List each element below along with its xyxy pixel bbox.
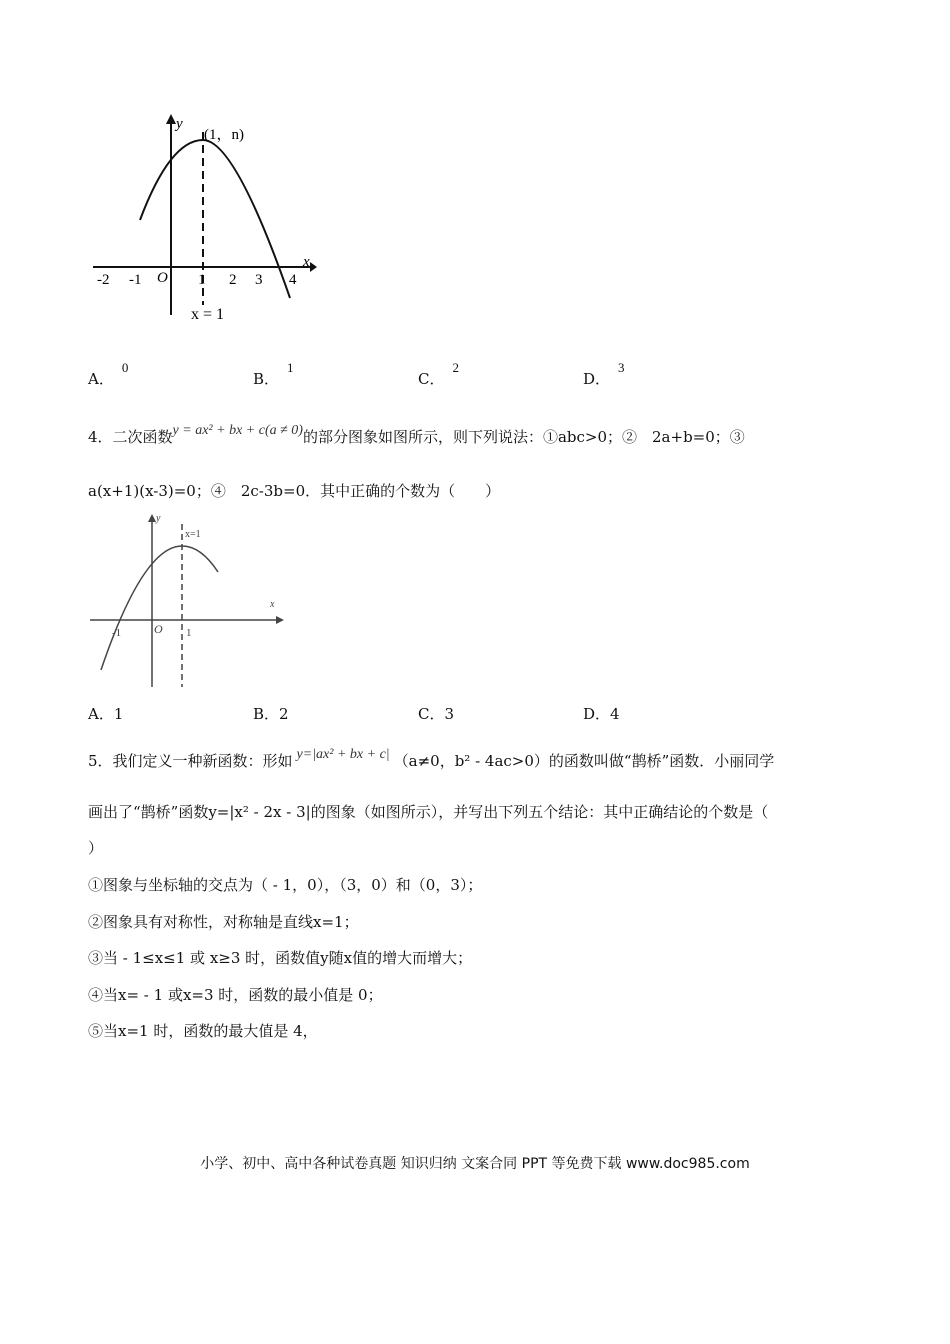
page-footer: 小学、初中、高中各种试卷真题 知识归纳 文案合同 PPT 等免费下载 www.doc985.com: [200, 1156, 750, 1172]
option-letter: A．: [88, 370, 114, 388]
q3-option-c: [418, 360, 459, 389]
option-letter: C．: [418, 705, 445, 723]
option-letter: D．: [583, 705, 611, 723]
option-letter: B．: [253, 705, 280, 723]
q3-option-d: [583, 360, 625, 389]
graph1-axis-line-label: x = 1: [191, 306, 225, 323]
q4-formula: y = ax² + bx + c(a ≠ 0): [172, 423, 303, 438]
graph2-origin: O: [154, 622, 163, 636]
graph-2: [88, 510, 288, 690]
q5-item-5: ⑤当x=1 时，函数的最大值是 4，: [88, 1022, 318, 1040]
graph1-tick-label: 4: [289, 272, 297, 288]
q4-option-c: [418, 703, 454, 724]
option-value: 1: [287, 360, 294, 375]
graph1-origin: O: [157, 270, 168, 286]
option-letter: D．: [583, 370, 611, 388]
option-value: 3: [618, 360, 625, 375]
q4-option-a: [88, 703, 123, 724]
option-letter: A．: [88, 705, 114, 723]
q4-option-d: [583, 703, 620, 724]
graph2-axis-line-label: x=1: [185, 529, 201, 540]
graph1-tick-label: 1: [198, 272, 206, 288]
q5-line-1: [88, 747, 775, 773]
graph2-y-arrow: [148, 514, 156, 522]
option-value: 2: [279, 705, 289, 723]
option-value: 0: [121, 360, 129, 375]
graph1-x-arrow: [310, 262, 317, 272]
option-value: 1: [113, 705, 124, 723]
graph1-y-label: y: [176, 116, 183, 132]
graph-1: [85, 110, 325, 340]
q5-prefix: 5．我们定义一种新函数：形如: [88, 752, 293, 770]
q4-option-b: [253, 703, 289, 724]
graph2-y-label: y: [156, 513, 161, 524]
graph2-tick-1: 1: [186, 627, 192, 639]
q5-item-1: ①图象与坐标轴的交点为（ - 1，0），（3，0）和（0，3）；: [88, 876, 483, 894]
graph1-vertex-label: (1，n): [204, 127, 244, 143]
q5-item-3: ③当 - 1≤x≤1 或 x≥3 时，函数值y随x值的增大而增大；: [88, 949, 473, 967]
graph1-tick-label: 2: [229, 272, 237, 288]
graph2-tick-neg1: -1: [112, 627, 122, 639]
q4-prefix: 4．二次函数: [88, 428, 173, 446]
q4-suffix: 的部分图象如图所示，则下列说法：①abc>0；② 2a+b=0；③: [302, 428, 745, 446]
q4-line-1: [88, 423, 745, 449]
q4-line-2: a(x+1)(x-3)=0；④ 2c-3b=0．其中正确的个数为（ ）: [88, 482, 501, 500]
graph1-tick-label: -1: [129, 272, 142, 288]
q5-line-3: ）: [88, 839, 104, 857]
graph1-tick-label: 3: [255, 272, 263, 288]
option-value: 2: [452, 360, 459, 375]
graph2-x-arrow: [276, 616, 284, 624]
q3-option-b: [253, 360, 294, 389]
option-value: 3: [444, 705, 455, 723]
q5-line-2: 画出了“鹊桥”函数y=|x² - 2x - 3|的图象（如图所示），并写出下列五个结论：其中正确结论的个数是（: [88, 803, 769, 821]
option-letter: C．: [418, 370, 445, 388]
q5-suffix: （a≠0，b² - 4ac>0）的函数叫做“鹊桥”函数．小丽同学: [393, 752, 775, 770]
graph1-tick-label: -2: [97, 272, 110, 288]
graph1-y-arrow: [166, 114, 176, 124]
q5-item-4: ④当x= - 1 或x=3 时，函数的最小值是 0；: [88, 986, 383, 1004]
q5-formula: y=|ax² + bx + c|: [296, 747, 390, 762]
q3-option-a: [88, 360, 129, 389]
q5-item-2: ②图象具有对称性，对称轴是直线x=1；: [88, 913, 359, 931]
option-letter: B．: [253, 370, 280, 388]
graph2-x-label: x: [270, 599, 275, 610]
graph1-x-label: x: [303, 254, 310, 270]
option-value: 4: [610, 705, 620, 723]
graph2-parabola: [101, 546, 218, 670]
